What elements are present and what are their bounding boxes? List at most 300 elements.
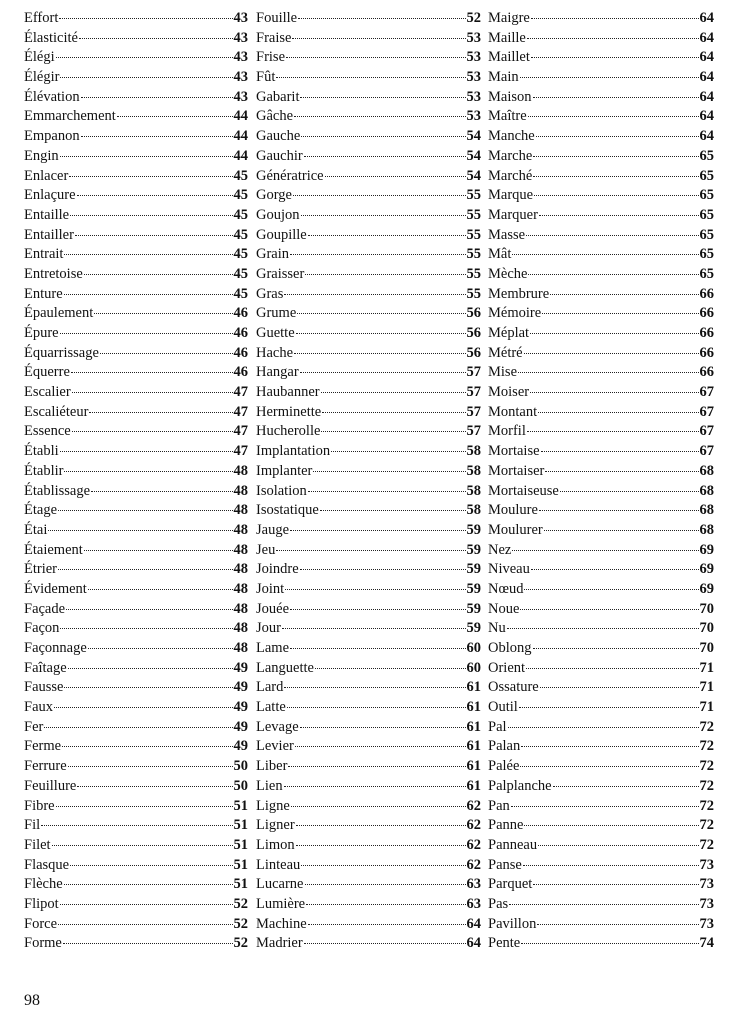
index-page-ref: 62	[466, 856, 481, 873]
index-entry	[24, 265, 248, 285]
index-term: Panse	[488, 856, 522, 873]
index-page-ref: 72	[699, 738, 714, 755]
index-page-ref: 62	[466, 797, 481, 814]
dot-leader	[536, 136, 699, 137]
index-entry	[488, 68, 714, 88]
index-page-ref: 59	[466, 561, 481, 578]
index-entry	[488, 167, 714, 187]
index-page-ref: 43	[233, 10, 248, 26]
index-term: Implanter	[256, 462, 313, 479]
index-term: Morfil	[488, 423, 526, 440]
dot-leader	[64, 294, 233, 295]
dot-leader	[521, 943, 698, 944]
index-page-ref: 54	[466, 128, 481, 145]
index-entry	[24, 186, 248, 206]
index-page-ref: 53	[466, 88, 481, 105]
dot-leader	[288, 766, 465, 767]
index-page-ref: 69	[699, 580, 714, 597]
dot-leader	[544, 530, 699, 531]
index-page-ref: 59	[466, 580, 481, 597]
dot-leader	[553, 786, 699, 787]
index-page-ref: 64	[466, 915, 481, 932]
index-entry	[488, 501, 714, 521]
dot-leader	[48, 530, 232, 531]
dot-leader	[301, 136, 465, 137]
index-entry	[256, 757, 481, 777]
index-term: Mèche	[488, 265, 528, 282]
index-term: Effort	[24, 10, 59, 26]
index-term: Enture	[24, 285, 63, 302]
index-column-2	[256, 9, 481, 954]
index-entry	[256, 324, 481, 344]
index-page-ref: 61	[466, 679, 481, 696]
index-term: Hache	[256, 344, 294, 361]
dot-leader	[285, 589, 465, 590]
dot-leader	[530, 333, 698, 334]
index-page-ref: 51	[233, 836, 248, 853]
dot-leader	[321, 431, 465, 432]
index-term: Flipot	[24, 895, 59, 912]
index-term: Moulure	[488, 502, 538, 519]
index-page-ref: 64	[699, 10, 714, 26]
index-term: Pas	[488, 895, 509, 912]
dot-leader	[287, 707, 466, 708]
index-entry	[24, 68, 248, 88]
index-entry	[488, 659, 714, 679]
index-term: Goupille	[256, 226, 307, 243]
index-page-ref: 67	[699, 443, 714, 460]
index-entry	[24, 344, 248, 364]
index-term: Force	[24, 915, 58, 932]
dot-leader	[77, 195, 233, 196]
index-page-ref: 58	[466, 462, 481, 479]
dot-leader	[64, 471, 232, 472]
index-page-ref: 53	[466, 108, 481, 125]
dot-leader	[545, 471, 698, 472]
index-page-ref: 65	[699, 187, 714, 204]
index-page-ref: 65	[699, 246, 714, 263]
index-page-ref: 43	[233, 88, 248, 105]
index-term: Génératrice	[256, 167, 324, 184]
index-term: Métré	[488, 344, 523, 361]
index-entry	[24, 757, 248, 777]
index-entry	[256, 934, 481, 954]
index-term: Grain	[256, 246, 290, 263]
dot-leader	[537, 924, 698, 925]
index-page-ref: 46	[233, 325, 248, 341]
dot-leader	[533, 176, 698, 177]
index-entry	[256, 501, 481, 521]
index-page-ref: 59	[466, 521, 481, 538]
index-entry	[488, 304, 714, 324]
dot-leader	[54, 707, 233, 708]
index-entry	[488, 363, 714, 383]
index-entry	[256, 383, 481, 403]
dot-leader	[534, 195, 698, 196]
index-term: Marche	[488, 147, 533, 164]
dot-leader	[533, 884, 698, 885]
index-entry	[488, 816, 714, 836]
index-page-ref: 47	[233, 403, 248, 420]
index-term: Épure	[24, 325, 59, 341]
dot-leader	[507, 628, 699, 629]
index-term: Gauche	[256, 128, 301, 145]
index-entry	[488, 875, 714, 895]
index-page-ref: 48	[233, 482, 248, 499]
index-page-ref: 64	[699, 29, 714, 46]
index-term: Fouille	[256, 10, 298, 26]
index-term: Madrier	[256, 935, 303, 952]
index-entry	[256, 88, 481, 108]
index-entry	[256, 777, 481, 797]
index-entry	[24, 482, 248, 502]
index-entry	[256, 363, 481, 383]
index-term: Entailler	[24, 226, 74, 243]
index-entry	[256, 29, 481, 49]
index-entry	[24, 226, 248, 246]
index-entry	[488, 718, 714, 738]
dot-leader	[533, 648, 699, 649]
index-page-ref: 62	[466, 836, 481, 853]
index-term: Flèche	[24, 876, 63, 893]
dot-leader	[542, 313, 698, 314]
index-term: Levier	[256, 738, 294, 755]
dot-leader	[527, 431, 699, 432]
index-page-ref: 44	[233, 128, 248, 145]
dot-leader	[539, 215, 699, 216]
index-entry	[24, 501, 248, 521]
index-entry	[24, 324, 248, 344]
index-page-ref: 43	[233, 69, 248, 86]
index-entry	[256, 698, 481, 718]
index-page-ref: 53	[466, 29, 481, 46]
dot-leader	[294, 353, 465, 354]
index-page-ref: 57	[466, 364, 481, 381]
index-page-ref: 49	[233, 718, 248, 735]
dot-leader	[320, 510, 466, 511]
dot-leader	[520, 766, 698, 767]
index-entry	[24, 48, 248, 68]
index-term: Jauge	[256, 521, 290, 538]
dot-leader	[100, 353, 233, 354]
index-entry	[24, 915, 248, 935]
index-term: Outil	[488, 699, 518, 716]
index-page-ref: 44	[233, 147, 248, 164]
index-term: Fer	[24, 718, 44, 735]
index-term: Faux	[24, 699, 53, 716]
index-page-ref: 56	[466, 344, 481, 361]
index-entry	[488, 541, 714, 561]
index-entry	[256, 167, 481, 187]
index-term: Équarrissage	[24, 344, 99, 361]
index-entry	[488, 678, 714, 698]
index-page-ref: 61	[466, 758, 481, 775]
dot-leader	[301, 865, 465, 866]
index-entry	[256, 422, 481, 442]
index-entry	[488, 698, 714, 718]
index-page-ref: 64	[699, 88, 714, 105]
index-term: Linteau	[256, 856, 301, 873]
dot-leader	[313, 471, 465, 472]
index-term: Emmarchement	[24, 108, 116, 125]
index-entry	[256, 895, 481, 915]
index-entry	[256, 797, 481, 817]
index-entry	[488, 9, 714, 29]
index-term: Hangar	[256, 364, 299, 381]
index-page-ref: 55	[466, 226, 481, 243]
index-page-ref: 64	[699, 49, 714, 66]
index-term: Ferrure	[24, 758, 67, 775]
index-entry	[488, 462, 714, 482]
index-term: Lucarne	[256, 876, 304, 893]
index-entry	[24, 560, 248, 580]
index-term: Établissage	[24, 482, 91, 499]
dot-leader	[282, 628, 466, 629]
index-entry	[256, 442, 481, 462]
index-term: Marquer	[488, 206, 538, 223]
dot-leader	[531, 569, 699, 570]
index-term: Liber	[256, 758, 288, 775]
dot-leader	[293, 195, 466, 196]
index-page-ref: 63	[466, 895, 481, 912]
index-page-ref: 72	[699, 797, 714, 814]
index-entry	[24, 127, 248, 147]
index-page-ref: 66	[699, 305, 714, 322]
dot-leader	[81, 97, 233, 98]
index-entry	[256, 304, 481, 324]
dot-leader	[524, 353, 699, 354]
index-entry	[24, 600, 248, 620]
index-page-ref: 70	[699, 600, 714, 617]
index-page-ref: 72	[699, 758, 714, 775]
index-term: Niveau	[488, 561, 530, 578]
index-term: Pente	[488, 935, 521, 952]
index-entry	[488, 639, 714, 659]
dot-leader	[60, 77, 232, 78]
index-page-ref: 66	[699, 344, 714, 361]
index-page-ref: 70	[699, 640, 714, 656]
index-entry	[488, 88, 714, 108]
index-page-ref: 53	[466, 49, 481, 66]
dot-leader	[538, 412, 698, 413]
index-term: Ligner	[256, 817, 295, 834]
index-entry	[488, 442, 714, 462]
index-term: Entaille	[24, 206, 70, 223]
index-term: Fil	[24, 817, 41, 834]
index-entry	[488, 600, 714, 620]
index-entry	[256, 875, 481, 895]
index-term: Lumière	[256, 895, 306, 912]
index-entry	[256, 344, 481, 364]
index-entry	[256, 245, 481, 265]
index-entry	[488, 226, 714, 246]
index-entry	[488, 895, 714, 915]
index-entry	[256, 206, 481, 226]
index-page-ref: 61	[466, 777, 481, 794]
index-term: Étaiement	[24, 541, 83, 558]
index-page-ref: 45	[233, 226, 248, 243]
index-page-ref: 64	[699, 108, 714, 125]
dot-leader	[117, 116, 233, 117]
index-term: Joint	[256, 580, 285, 597]
index-entry	[256, 659, 481, 679]
index-page-ref: 60	[466, 640, 481, 656]
dot-leader	[64, 687, 232, 688]
index-page-ref: 45	[233, 167, 248, 184]
index-entry	[256, 915, 481, 935]
index-page-ref: 51	[233, 797, 248, 814]
dot-leader	[533, 97, 699, 98]
index-page-ref: 65	[699, 147, 714, 164]
index-term: Goujon	[256, 206, 300, 223]
index-entry	[256, 107, 481, 127]
index-page-ref: 68	[699, 482, 714, 499]
dot-leader	[89, 412, 232, 413]
dot-leader	[72, 392, 233, 393]
index-term: Fausse	[24, 679, 64, 696]
index-term: Équerre	[24, 364, 70, 381]
index-page-ref: 66	[699, 325, 714, 341]
index-page-ref: 46	[233, 344, 248, 361]
index-page-ref: 72	[699, 817, 714, 834]
dot-leader	[284, 687, 465, 688]
index-term: Manche	[488, 128, 535, 145]
index-term: Façon	[24, 620, 60, 637]
index-entry	[24, 698, 248, 718]
index-entry	[256, 265, 481, 285]
index-entry	[24, 856, 248, 876]
dot-leader	[88, 589, 233, 590]
index-entry	[256, 403, 481, 423]
index-entry	[24, 304, 248, 324]
dot-leader	[296, 333, 466, 334]
index-page-ref: 70	[699, 620, 714, 637]
index-page-ref: 43	[233, 29, 248, 46]
index-term: Élégir	[24, 69, 60, 86]
index-term: Lame	[256, 640, 290, 656]
index-entry	[24, 147, 248, 167]
index-entry	[488, 147, 714, 167]
dot-leader	[560, 491, 699, 492]
index-page-ref: 48	[233, 580, 248, 597]
dot-leader	[290, 530, 465, 531]
index-page-ref: 69	[699, 561, 714, 578]
dot-leader	[284, 786, 466, 787]
index-term: Hucherolle	[256, 423, 321, 440]
dot-leader	[531, 18, 699, 19]
index-term: Façade	[24, 600, 66, 617]
index-entry	[256, 600, 481, 620]
dot-leader	[286, 57, 466, 58]
index-term: Élégi	[24, 49, 55, 66]
index-term: Ferme	[24, 738, 62, 755]
index-entry	[256, 68, 481, 88]
dot-leader	[295, 746, 466, 747]
index-term: Montant	[488, 403, 538, 420]
dot-leader	[72, 431, 233, 432]
index-page-ref: 61	[466, 738, 481, 755]
index-page-ref: 58	[466, 502, 481, 519]
index-term: Filet	[24, 836, 51, 853]
dot-leader	[56, 806, 233, 807]
dot-leader	[60, 333, 233, 334]
index-entry	[24, 383, 248, 403]
dot-leader	[526, 668, 698, 669]
index-term: Entretoise	[24, 265, 83, 282]
index-page-ref: 68	[699, 521, 714, 538]
index-term: Oblong	[488, 640, 532, 656]
index-entry	[488, 915, 714, 935]
index-entry	[488, 206, 714, 226]
index-page-ref: 71	[699, 659, 714, 676]
index-page-ref: 49	[233, 738, 248, 755]
index-page-ref: 52	[233, 935, 248, 952]
dot-leader	[276, 550, 465, 551]
index-entry	[488, 521, 714, 541]
dot-leader	[538, 845, 698, 846]
index-entry	[256, 560, 481, 580]
dot-leader	[331, 451, 465, 452]
dot-leader	[276, 77, 465, 78]
dot-leader	[512, 254, 698, 255]
index-entry	[256, 639, 481, 659]
index-term: Façonnage	[24, 640, 87, 656]
index-entry	[24, 875, 248, 895]
index-term: Pan	[488, 797, 510, 814]
index-term: Marché	[488, 167, 533, 184]
index-term: Gabarit	[256, 88, 300, 105]
index-entry	[24, 580, 248, 600]
index-page-ref: 64	[466, 935, 481, 952]
index-page-ref: 57	[466, 423, 481, 440]
index-term: Pavillon	[488, 915, 537, 932]
index-term: Palée	[488, 758, 520, 775]
index-entry	[256, 127, 481, 147]
index-term: Main	[488, 69, 519, 86]
index-term: Épaulement	[24, 305, 94, 322]
dot-leader	[308, 235, 466, 236]
index-page-ref: 48	[233, 640, 248, 656]
index-entry	[24, 521, 248, 541]
dot-leader	[300, 727, 466, 728]
index-page-ref: 67	[699, 423, 714, 440]
index-page-ref: 60	[466, 659, 481, 676]
index-term: Faîtage	[24, 659, 67, 676]
dot-leader	[70, 865, 232, 866]
index-entry	[24, 797, 248, 817]
index-page-ref: 68	[699, 502, 714, 519]
index-page-ref: 50	[233, 777, 248, 794]
index-entry	[488, 127, 714, 147]
dot-leader	[71, 372, 233, 373]
index-entry	[488, 737, 714, 757]
index-entry	[488, 482, 714, 502]
index-page-ref: 66	[699, 285, 714, 302]
index-entry	[256, 521, 481, 541]
index-entry	[24, 167, 248, 187]
index-term: Herminette	[256, 403, 322, 420]
dot-leader	[530, 392, 698, 393]
index-term: Méplat	[488, 325, 530, 341]
index-entry	[24, 403, 248, 423]
index-page-ref: 62	[466, 817, 481, 834]
index-entry	[488, 422, 714, 442]
index-page-ref: 67	[699, 384, 714, 401]
index-page-ref: 49	[233, 679, 248, 696]
dot-leader	[75, 235, 233, 236]
index-entry	[488, 383, 714, 403]
index-entry	[488, 836, 714, 856]
